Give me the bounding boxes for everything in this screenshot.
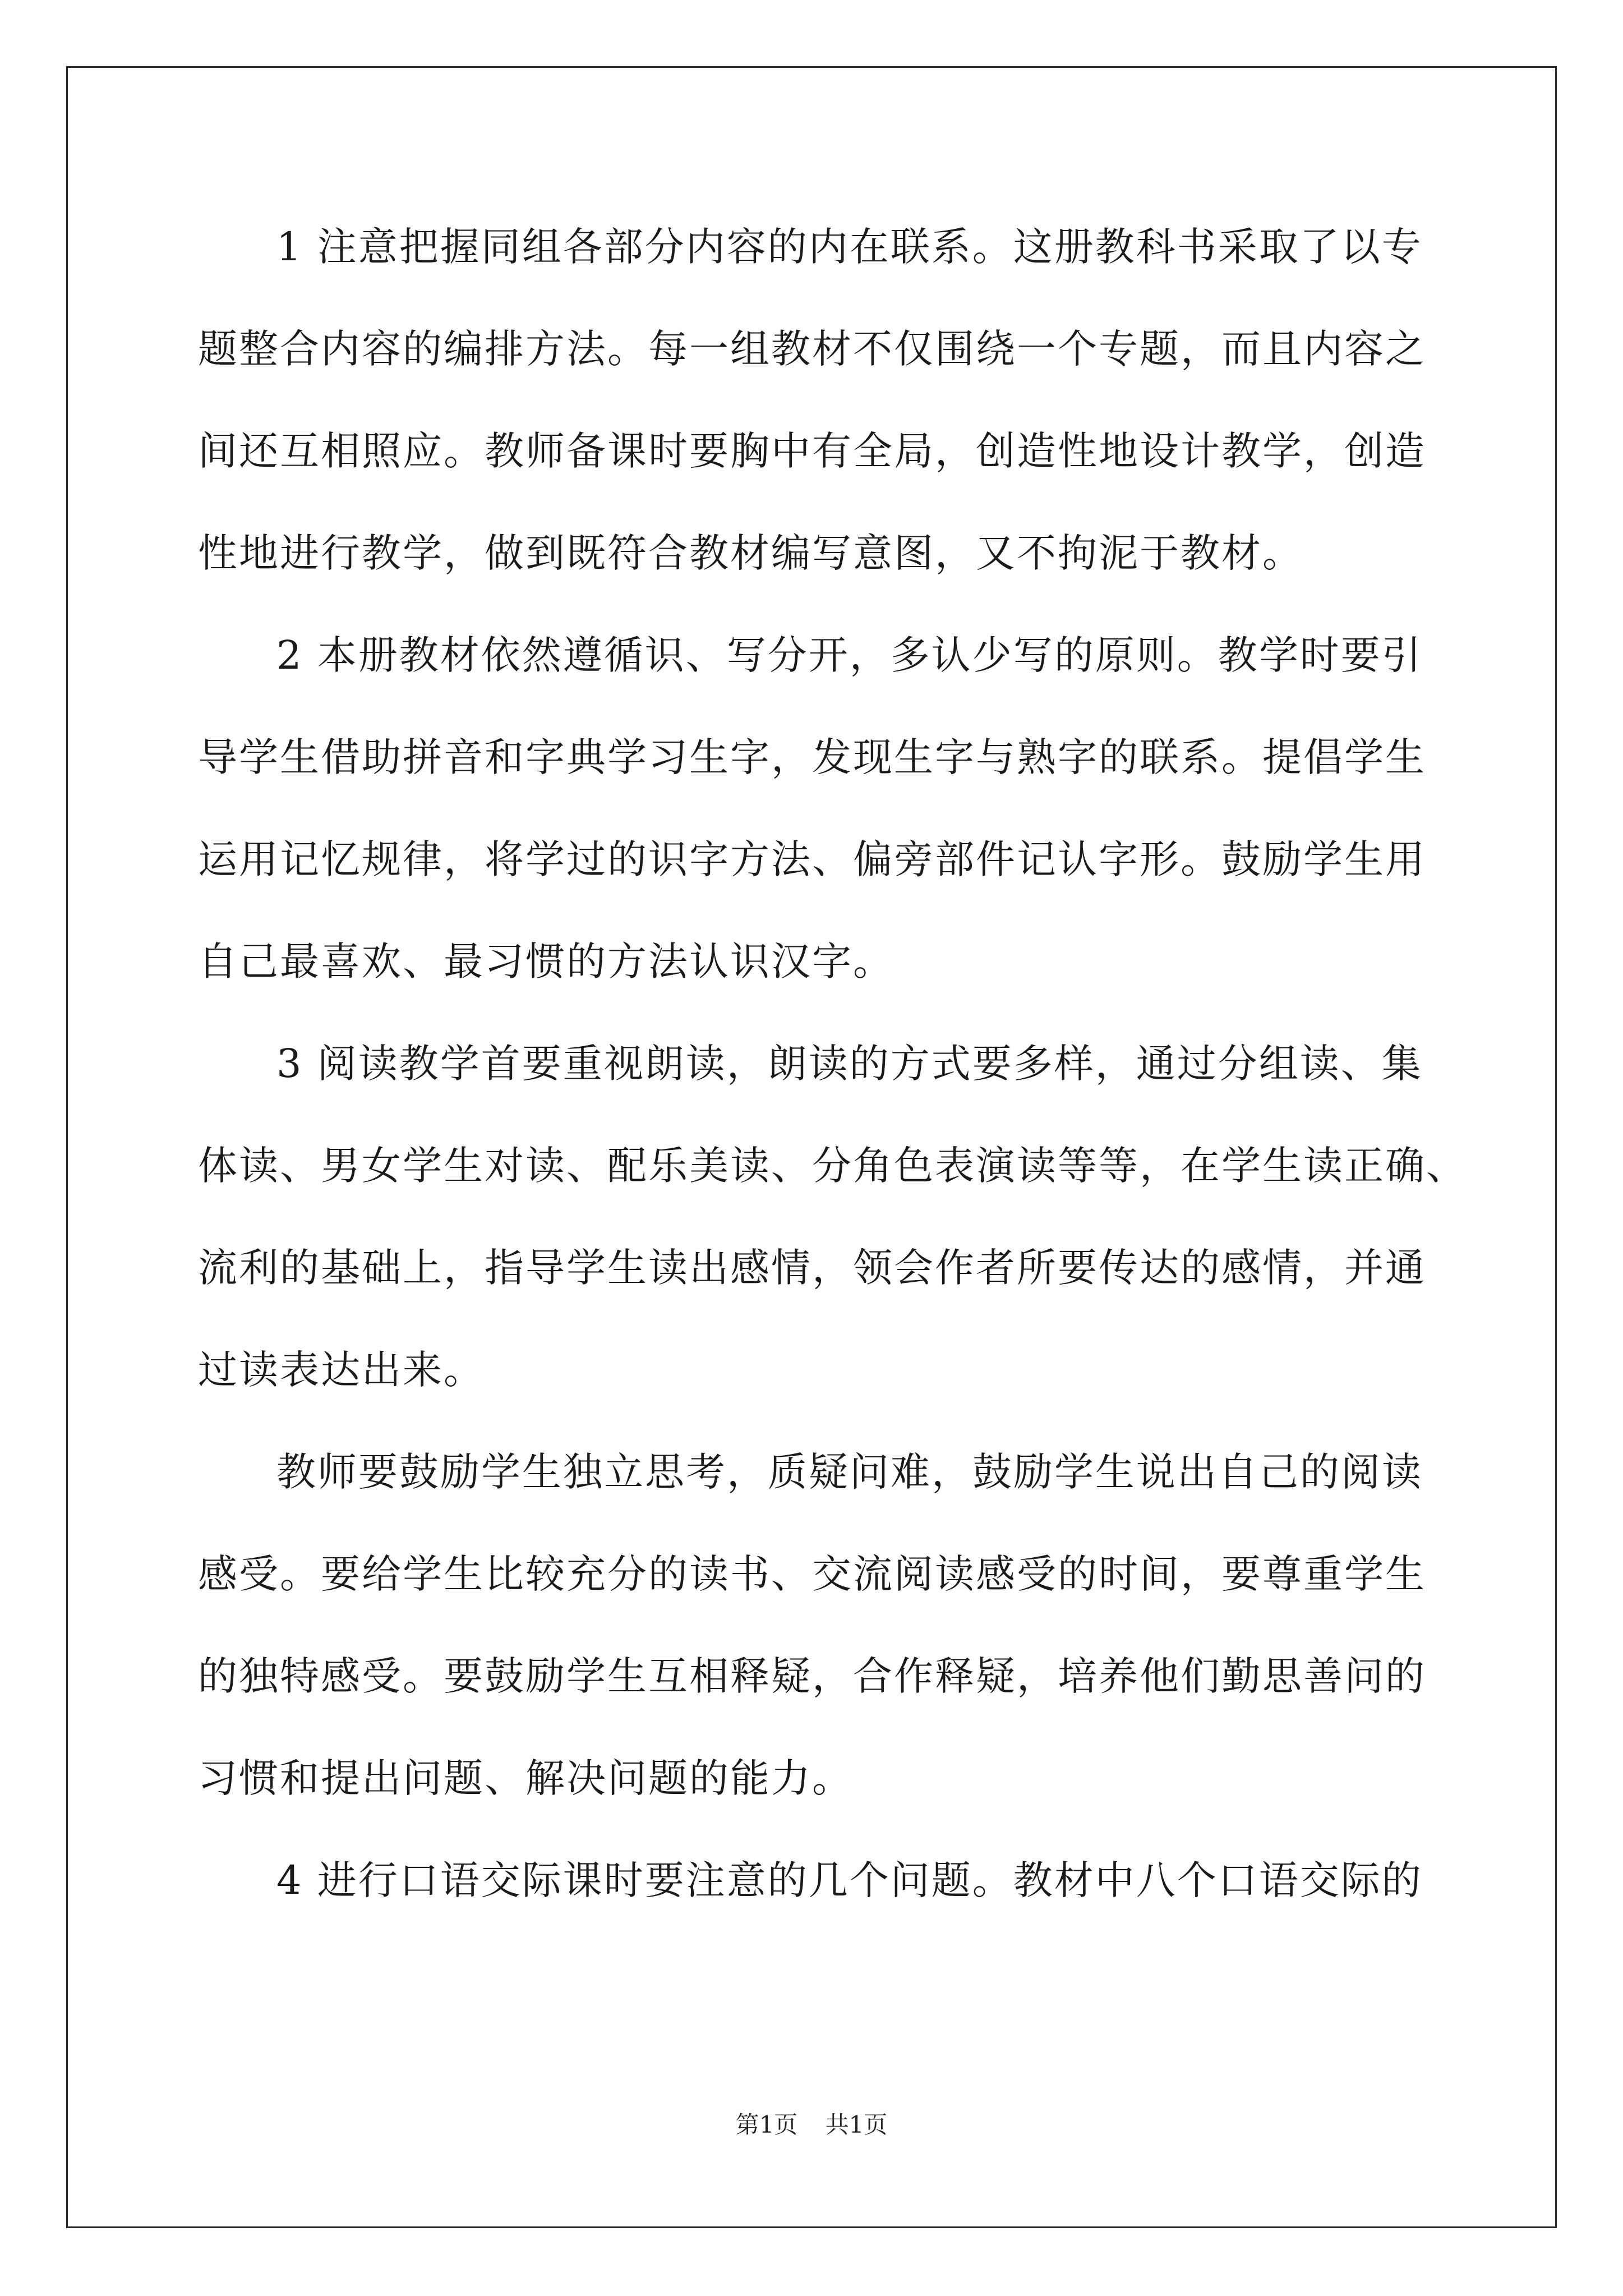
paragraph-3-line-1: 3 阅读教学首要重视朗读，朗读的方式要多样，通过分组读、集 xyxy=(276,1041,1423,1087)
paragraph-4-line-4: 习惯和提出问题、解决问题的能力。 xyxy=(198,1755,853,1801)
page-footer xyxy=(0,2108,1623,2142)
page-number: 第1页 xyxy=(735,2111,798,2138)
paragraph-2-line-1: 2 本册教材依然遵循识、写分开，多认少写的原则。教学时要引 xyxy=(276,632,1423,678)
paragraph-1-line-2: 题整合内容的编排方法。每一组教材不仅围绕一个专题，而且内容之 xyxy=(198,326,1426,372)
paragraph-1-line-1: 1 注意把握同组各部分内容的内在联系。这册教科书采取了以专 xyxy=(276,224,1423,270)
paragraph-5-line-1: 4 进行口语交际课时要注意的几个问题。教材中八个口语交际的 xyxy=(276,1857,1423,1903)
paragraph-2-line-3: 运用记忆规律，将学过的识字方法、偏旁部件记认字形。鼓励学生用 xyxy=(198,836,1426,882)
paragraph-1-line-3: 间还互相照应。教师备课时要胸中有全局，创造性地设计教学，创造 xyxy=(198,428,1426,474)
paragraph-4-line-3: 的独特感受。要鼓励学生互相释疑，合作释疑，培养他们勤思善问的 xyxy=(198,1653,1426,1699)
paragraph-4-line-1: 教师要鼓励学生独立思考，质疑问难，鼓励学生说出自己的阅读 xyxy=(276,1449,1423,1495)
paragraph-3-line-4: 过读表达出来。 xyxy=(198,1347,485,1393)
paragraph-3-line-2: 体读、男女学生对读、配乐美读、分角色表演读等等，在学生读正确、 xyxy=(198,1143,1467,1189)
page-total: 共1页 xyxy=(825,2111,888,2138)
paragraph-4-line-2: 感受。要给学生比较充分的读书、交流阅读感受的时间，要尊重学生 xyxy=(198,1551,1426,1597)
paragraph-1-line-4: 性地进行教学，做到既符合教材编写意图，又不拘泥于教材。 xyxy=(198,530,1303,576)
paragraph-3-line-3: 流利的基础上，指导学生读出感情，领会作者所要传达的感情，并通 xyxy=(198,1245,1426,1291)
paragraph-2-line-4: 自己最喜欢、最习惯的方法认识汉字。 xyxy=(198,938,894,984)
paragraph-2-line-2: 导学生借助拼音和字典学习生字，发现生字与熟字的联系。提倡学生 xyxy=(198,734,1426,780)
